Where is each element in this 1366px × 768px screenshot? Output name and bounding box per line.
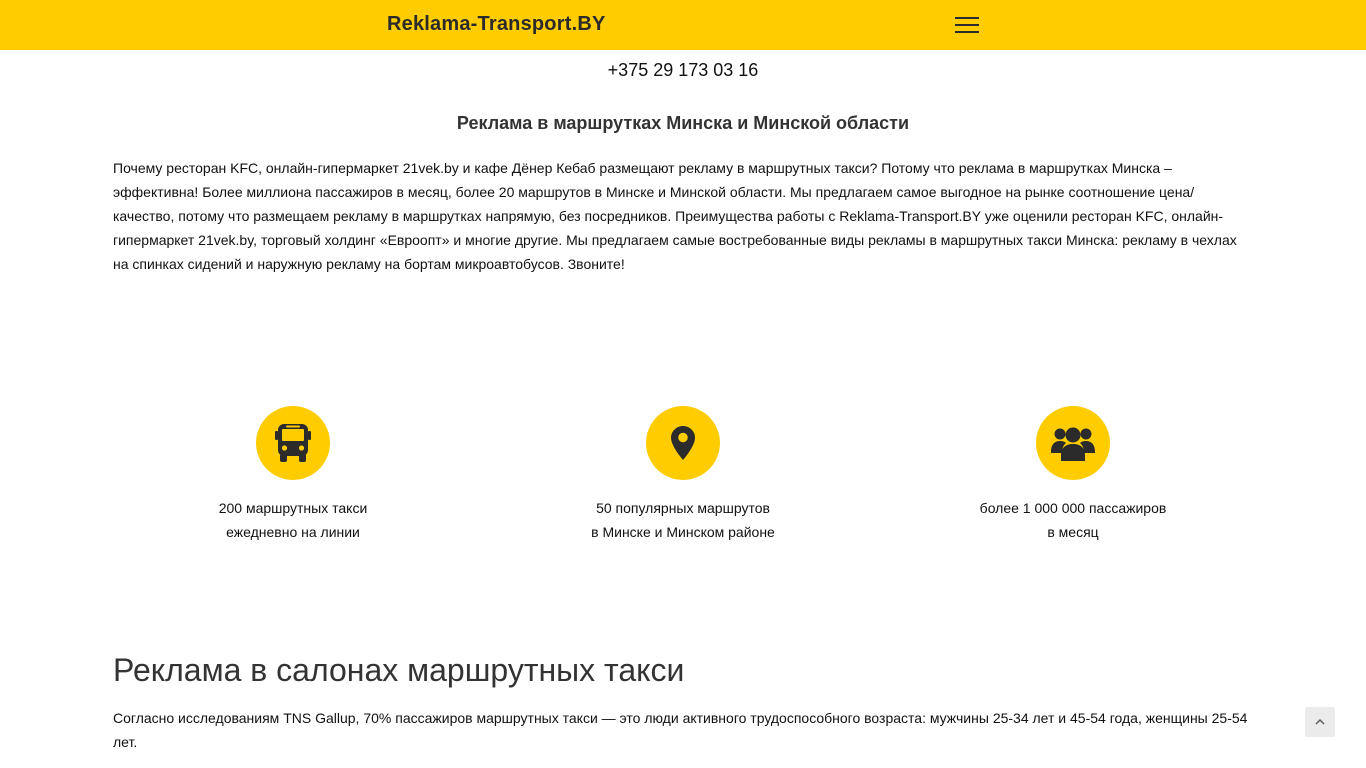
feature-line-2: в Минске и Минском районе	[591, 524, 775, 540]
phone-number[interactable]: +375 29 173 03 16	[607, 60, 759, 80]
scroll-to-top-button[interactable]	[1305, 707, 1335, 737]
top-navbar	[0, 0, 1366, 50]
bus-icon	[275, 423, 311, 463]
feature-line-2: в месяц	[1047, 524, 1099, 540]
salon-section-title: Реклама в салонах маршрутных такси	[113, 652, 685, 688]
hamburger-menu-icon[interactable]	[955, 15, 980, 35]
feature-line-1: 200 маршрутных такси	[218, 500, 368, 516]
intro-paragraph: Почему ресторан KFC, онлайн-гипермаркет 21vek.by и кафе Дёнер Кебаб размещают рекламу в маршрутных такси? Потому что реклама в маршрутках Минска – эффективна! Более миллиона пассажиров в месяц, более 20 маршрутов в Минске и Минской области. Мы предлагаем самое выгодное на рынке соотношение цена/качество, потому что размещаем рекламу в маршрутках напрямую, без посредников. Преимущества работы с Reklama-Transport.BY уже оценили ресторан KFC, онлайн-гипермаркет 21vek.by, торговый холдинг «Евроопт» и многие другие. Мы предлагаем самые востребованные виды рекламы в маршрутных такси Минска: рекламу в чехлах на спинках сидений и наружную рекламу на бортам микроавтобусов. Звоните!	[113, 160, 1237, 272]
feature-icon-circle	[256, 406, 330, 480]
menu-line	[955, 17, 979, 19]
feature-icon-circle	[646, 406, 720, 480]
intro-subtitle: Реклама в маршрутках Минска и Минской области	[456, 113, 910, 133]
chevron-up-icon	[1315, 718, 1325, 725]
feature-icon-circle	[1036, 406, 1110, 480]
feature-popular-routes	[533, 406, 833, 544]
users-icon	[1051, 425, 1095, 461]
feature-passengers	[923, 406, 1223, 544]
menu-line	[955, 24, 979, 26]
salon-section-text: Согласно исследованиям TNS Gallup, 70% пассажиров маршрутных такси — это люди активного трудоспособного возраста: мужчины 25-34 лет и 45-54 года, женщины 25-54 лет.	[113, 710, 1248, 750]
menu-line	[955, 31, 979, 33]
feature-routes-count	[143, 406, 443, 544]
feature-line-2: ежедневно на линии	[226, 524, 360, 540]
map-marker-icon	[671, 426, 695, 460]
brand-logo-link[interactable]: Reklama-Transport.BY	[387, 13, 606, 35]
feature-line-1: 50 популярных маршрутов	[596, 500, 770, 516]
feature-line-1: более 1 000 000 пассажиров	[979, 500, 1167, 516]
